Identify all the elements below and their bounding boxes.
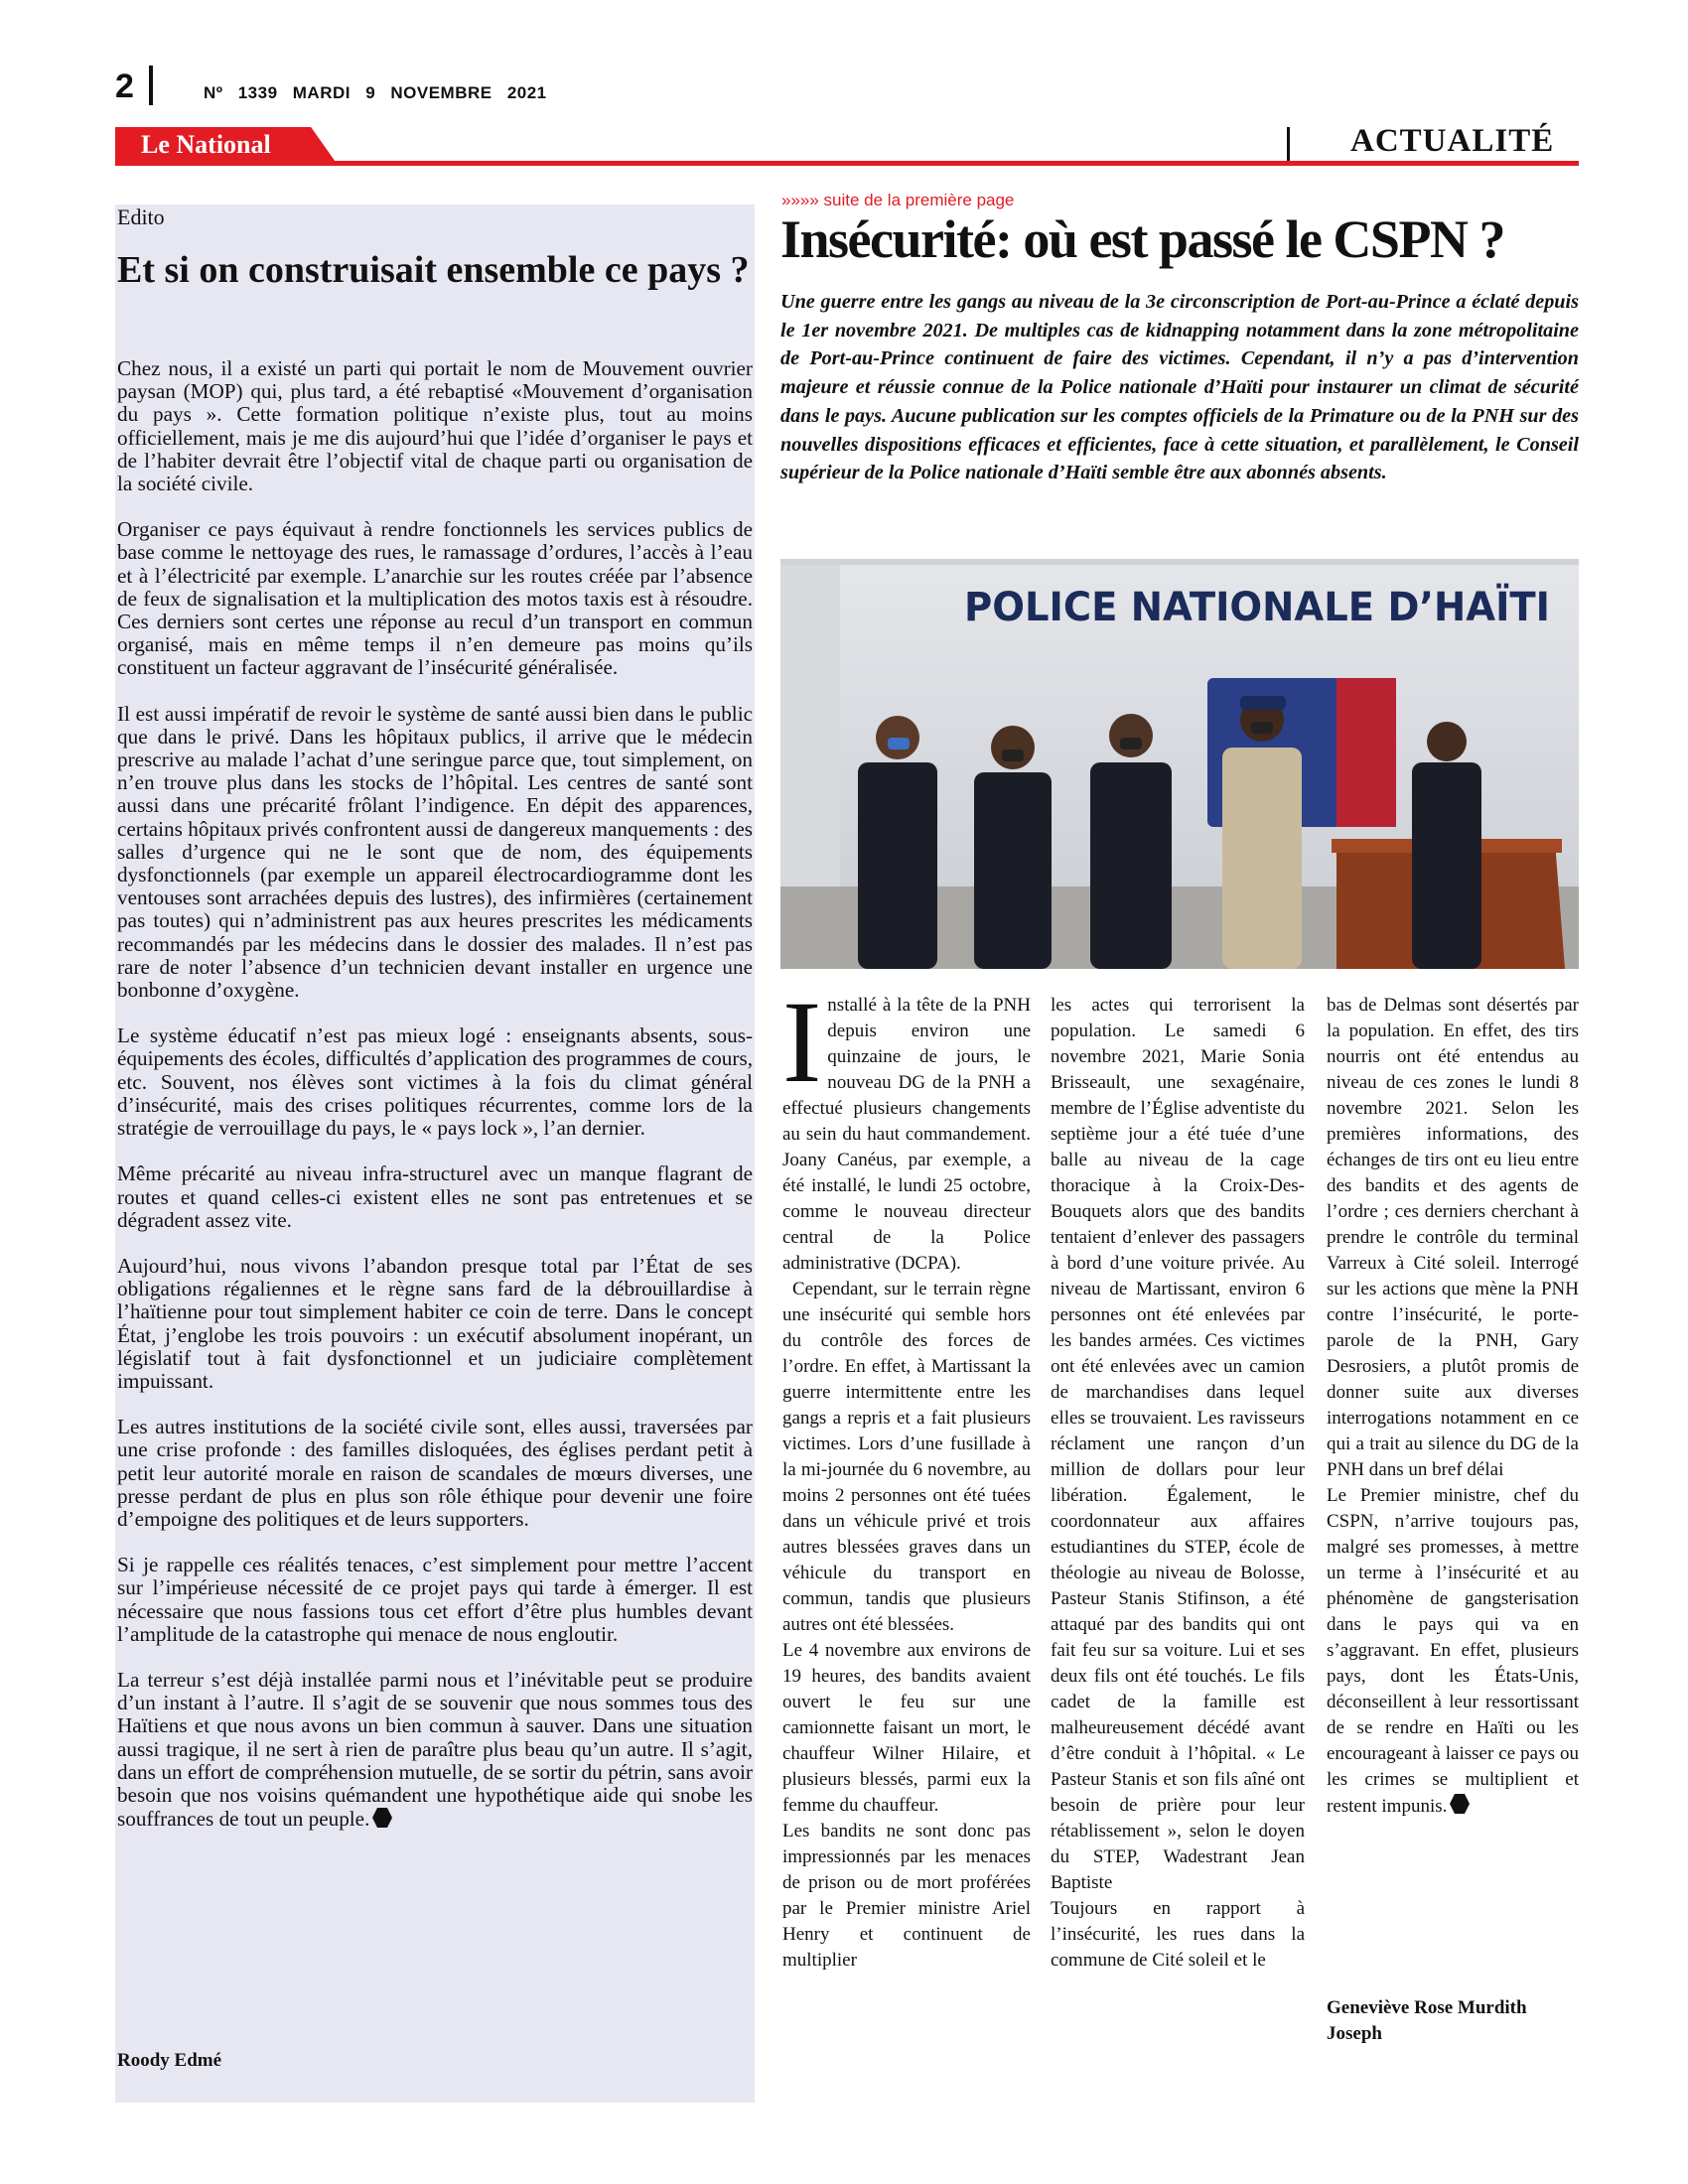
article-paragraph: Toujours en rapport à l’insécurité, les rues dans la commune de Cité soleil et le [1051, 1898, 1305, 1971]
continuation-label: »»»» suite de la première page [781, 191, 1015, 209]
editorial-signature: Roody Edmé [117, 2050, 222, 2071]
article-column-2 [1051, 993, 1305, 1974]
editorial-paragraph: Il est aussi impératif de revoir le système de santé aussi bien dans le public que dans le privé. Dans les hôpitaux publics, il arrive que le médecin prescrive au malade l’achat d’une seringue parce que, tout simplement, on n’en trouve plus dans les stocks de l’hôpital. Les centres de santé sont aussi dans une précarité frôlant l’indigence. En dépit des apparences, certains hôpitaux privés confrontent aussi de dangereux manquements : des salles d’urgence qui ne le sont que de nom, des équipements dysfonctionnels (par exemple un appareil électrocardiogramme dont les ventouses sont arrachées depuis des lustres), des infirmières (certainement pas toutes) qui n’administrent pas aux heures prescrites les médicaments recommandés par les médecins dans le dossier des malades. Il n’est pas rare de noter l’absence d’un technicien devant installer en urgence une bonbonne d’oxygène. [117, 701, 753, 1003]
editorial-last-text: La terreur s’est déjà installée parmi nous et l’inévitable peut se produire d’un instant à l’autre. Il s’agit de se souvenir que nous sommes tous des Haïtiens et que nous avons un bien commun à sauver. Dans une situation aussi tragique, il ne sert à rien de paraître plus beau qu’un autre. Il s’agit, dans un effort de compréhension mutuelle, de se sortir du pétrin, sans avoir besoin que nos voisins quémandent une hypothétique aide qui snobe les souffrances de tout un peuple. [117, 1667, 753, 1832]
article-paragraph-last [1327, 1483, 1579, 1820]
article-paragraph: bas de Delmas sont désertés par la population. En effet, des tirs nourris ont été entendus au niveau de ces zones le lundi 8 novembre 2021. Selon les premières informations, des échanges de tirs ont eu lieu entre des bandits et des agents de l’ordre ; ces derniers cherchant à prendre le contrôle du terminal Varreux à Cité soleil. Interrogé sur les actions que mène la PNH contre l’insécurité, le porte-parole de la PNH, Gary Desrosiers, a plutôt promis de donner suite aux diverses interrogations notamment en ce qui a trait au silence du DG de la PNH dans un bref délai [1327, 995, 1579, 1480]
editorial-body [117, 357, 753, 1853]
section-divider [1287, 127, 1290, 161]
article-lede: Une guerre entre les gangs au niveau de la 3e circonscription de Port-au-Prince a éclaté depuis le 1er novembre 2021. De multiples cas de kidnapping notamment dans la zone métropolitaine de Port-au-Prince continuent de faire des victimes. Cependant, il n’y a pas d’intervention majeure et réussie connue de la Police nationale d’Haïti pour instaurer un climat de sécurité dans le pays. Aucune publication sur les comptes officiels de la Primature ou de la PNH sur des nouvelles dispositions efficaces et efficientes, face à cette situation, et parallèlement, le Conseil supérieur de la Police nationale d’Haïti semble être aux abonnés absents. [780, 291, 1579, 484]
editorial-paragraph: Chez nous, il a existé un parti qui portait le nom de Mouvement ouvrier paysan (MOP) qui, plus tard, a été rebaptisé «Mouvement d’organisation du pays ». Cette formation politique n’existe plus, tout au moins officiellement, mais je me dis aujourd’hui que l’idée d’organiser le pays et de l’habiter devrait être l’objectif vital de chaque parti ou organisation de la société civile. [117, 356, 753, 496]
issue-line: Nº 1339 MARDI 9 NOVEMBRE 2021 [204, 83, 547, 102]
page-number: 2 [115, 68, 134, 105]
article-paragraph: Le 4 novembre aux environs de 19 heures, des bandits avaient ouvert le feu sur une camionnette faisant un mort, le chauffeur Wilner Hilaire, et plusieurs blessés, parmi eux la femme du chauffeur. [782, 1640, 1031, 1816]
editorial-title: Et si on construisait ensemble ce pays ? [117, 249, 750, 291]
article-paragraph: Les bandits ne sont donc pas impressionnés par les menaces de prison ou de mort proférées par le Premier ministre Ariel Henry et continuent de multiplier [782, 1821, 1031, 1971]
article-last-text: Le Premier ministre, chef du CSPN, n’arrive toujours pas, malgré ses promesses, à mettre un terme à l’insécurité et au phénomène de gangsterisation dans le pays qui va en s’aggravant. En effet, plusieurs pays, dont les États-Unis, déconseillent à leur ressortissant de se rendre en Haïti ou les encourageant à laisser ce pays ou les crimes se multiplient et restent impunis. [1327, 1485, 1579, 1817]
page-number-divider [149, 66, 153, 105]
article-byline: Geneviève Rose Murdith Joseph [1327, 1997, 1527, 2044]
editorial-paragraph: Les autres institutions de la société civile sont, elles aussi, traversées par une crise profonde : des familles disloquées, des églises perdant petit à petit leur autorité morale en raison de scandales de mœurs diverses, une presse perdant de plus en plus son rôle éthique pour devenir une foire d’empoigne des politiques et de leurs supporters. [117, 1415, 753, 1531]
article-photo [780, 559, 1579, 969]
photo-wall-sign: POLICE NATIONALE D’HAÏTI [964, 585, 1573, 630]
article-column-3 [1327, 993, 1579, 1820]
editorial-paragraph-last [117, 1669, 753, 1831]
end-mark-icon [1449, 1793, 1471, 1815]
drop-cap: I [782, 977, 822, 1107]
article-paragraph: les actes qui terrorisent la population. Le samedi 6 novembre 2021, Marie Sonia Brisseault, une sexagénaire, membre de l’Église adventiste du septième jour a été tuée d’une balle au niveau de la cage thoracique à la Croix-Des-Bouquets alors que des bandits tentaient d’enlever des passagers à bord d’une voiture privée. Au niveau de Martissant, environ 6 personnes ont été enlevées par les bandes armées. Ces victimes ont été enlevées avec un camion de marchandises dans lequel elles se trouvaient. Les ravisseurs réclament une rançon d’un million de dollars pour leur libération. Également, le coordonnateur aux affaires estudiantines du STEP, école de théologie au niveau de Bolosse, Pasteur Stanis Stifinson, a été attaqué par des bandits qui ont fait feu sur sa voiture. Lui et ses deux fils ont été touchés. Le fils cadet de la famille est malheureusement décédé avant d’être conduit à l’hôpital. « Le Pasteur Stanis et son fils aîné ont besoin de prière pour leur rétablissement », selon le doyen du STEP, Wadestrant Jean Baptiste [1051, 995, 1305, 1893]
section-title: ACTUALITÉ [1350, 123, 1555, 159]
editorial-paragraph: Organiser ce pays équivaut à rendre fonctionnels les services publics de base comme le nettoyage des rues, le ramassage d’ordures, l’accès à l’eau et à l’électricité par exemple. L’anarchie sur les routes créée par l’absence de feux de signalisation et la multiplication des motos taxis est à résoudre. Ces derniers sont certes une réponse au recul d’un transport en commun organisé, mais en même temps il n’en demeure pas moins qu’ils constituent un facteur aggravant de l’insécurité généralisée. [117, 517, 753, 680]
editorial-paragraph: Le système éducatif n’est pas mieux logé : enseignants absents, sous-équipements des écoles, difficultés d’application des programmes de cours, etc. Souvent, nos élèves sont victimes à la fois du climat général d’insécurité, mais des crises politiques récurrentes, comme lors de la stratégie de verrouillage du pays, le « pays lock », l’an dernier. [117, 1024, 753, 1141]
editorial-paragraph: Si je rappelle ces réalités tenaces, c’est simplement pour mettre l’accent sur l’impérieuse nécessité de ce projet pays qui tarde à émerger. Il est nécessaire que nous fassions tous cet effort d’être plus humbles devant l’amplitude de la catastrophe qui menace de nous engloutir. [117, 1553, 753, 1646]
end-mark-icon [371, 1807, 393, 1829]
header-red-rule [115, 161, 1579, 166]
article-paragraph: nstallé à la tête de la PNH depuis environ une quinzaine de jours, le nouveau DG de la PNH a effectué plusieurs changements au sein du haut commandement. Joany Canéus, par exemple, a été installé, le lundi 25 octobre, comme le nouveau directeur central de la Police administrative (DCPA). [782, 995, 1031, 1274]
editorial-label: Edito [117, 205, 165, 229]
brand-name: Le National [141, 130, 271, 159]
article-column-1 [782, 977, 1031, 1974]
editorial-paragraph: Aujourd’hui, nous vivons l’abandon presque total par l’État de ses obligations régaliennes et le règne sans fard de la débrouillardise à l’haïtienne pour tout simplement habiter ce coin de terre. Dans le concept État, j’englobe les trois pouvoirs : un exécutif absolument inopérant, un législatif tout à fait dysfonctionnel et un judiciaire complètement impuissant. [117, 1253, 753, 1393]
editorial-paragraph: Même précarité au niveau infra-structurel avec un manque flagrant de routes et quand celles-ci existent elles ne sont pas entretenues et se dégradent assez vite. [117, 1161, 753, 1232]
article-paragraph: Cependant, sur le terrain règne une insécurité qui semble hors du contrôle des forces de l’ordre. En effet, à Martissant la guerre intermittente entre les gangs a repris et a fait plusieurs victimes. Lors d’une fusillade à la mi-journée du 6 novembre, au moins 2 personnes ont été tuées dans un véhicule privé et trois autres blessées graves dans un véhicule du transport en commun, tandis que plusieurs autres ont été blessées. [782, 1279, 1031, 1635]
press-conference-photo [780, 559, 1579, 969]
article-title: Insécurité: où est passé le CSPN ? [780, 209, 1504, 269]
